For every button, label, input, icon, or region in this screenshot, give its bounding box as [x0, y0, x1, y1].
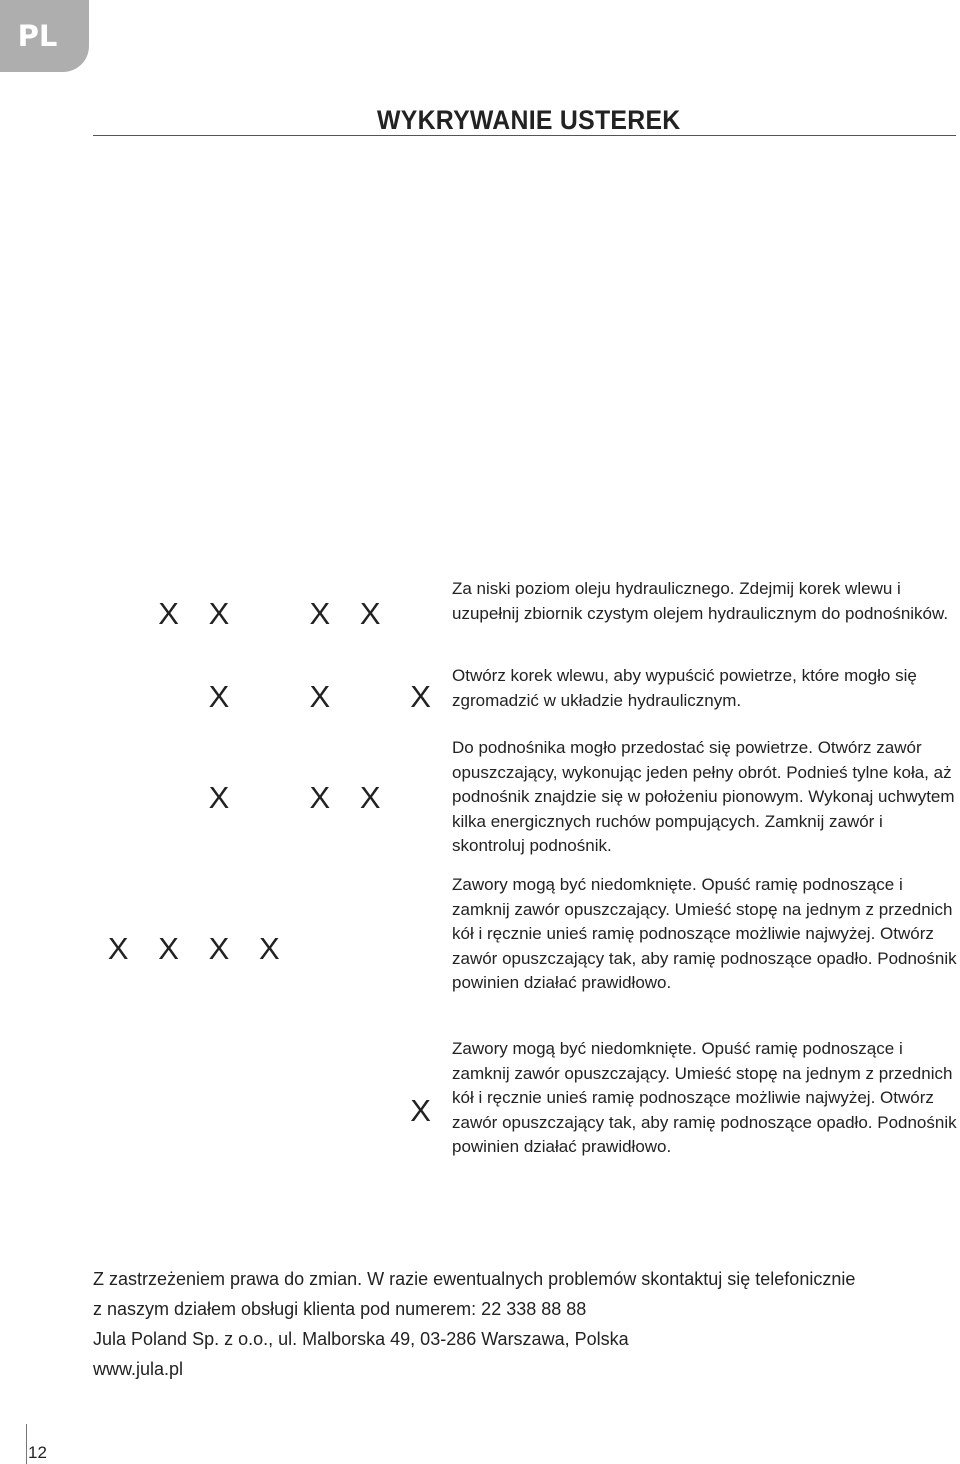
row-4-col-2-mark: X: [158, 931, 179, 966]
footer-website: www.jula.pl: [93, 1359, 184, 1379]
row-3-col-6-mark: X: [359, 780, 381, 815]
row-5-solution: Zawory mogą być niedomknięte. Opuść ramię podnoszące i zamknij zawór opuszczający. Umieść stopę na jednym z przednich kół i ręcznie unieś ramię podnoszące możliwie najwyżej. Otwórz zawór opuszczający tak, aby ramię podnoszące opadło. Podnośnik powinien działać prawidłowo.: [452, 1039, 957, 1156]
row-4-col-4-mark: X: [259, 931, 280, 966]
row-1-col-5-mark: X: [309, 596, 331, 631]
row-3-col-5-mark: X: [309, 780, 331, 815]
footer-phone: z naszym działem obsługi klienta pod numerem: 22 338 88 88: [93, 1299, 587, 1319]
row-1-solution: Za niski poziom oleju hydraulicznego. Zdejmij korek wlewu i uzupełnij zbiornik czystym olejem hydraulicznym do podnośników.: [452, 579, 949, 623]
row-3-col-3-mark: X: [208, 780, 230, 815]
row-2-col-5-mark: X: [309, 679, 331, 714]
footer-notice: Z zastrzeżeniem prawa do zmian. W razie ewentualnych problemów skontaktuj się telefonicznie: [93, 1269, 856, 1289]
row-4-solution: Zawory mogą być niedomknięte. Opuść ramię podnoszące i zamknij zawór opuszczający. Umieść stopę na jednym z przednich kół i ręcznie unieś ramię podnoszące możliwie najwyżej. Otwórz zawór opuszczający tak, aby ramię podnoszące opadło. Podnośnik powinien działać prawidłowo.: [452, 875, 957, 992]
page-number-divider: [26, 1424, 27, 1464]
row-1-col-6-mark: X: [359, 596, 381, 631]
page-number: 12: [28, 1443, 47, 1462]
title-divider: [93, 135, 956, 136]
troubleshooting-table: [93, 568, 957, 1192]
language-tab: PL: [0, 0, 89, 72]
page-title: WYKRYWANIE USTEREK: [377, 105, 681, 135]
row-1-col-2-mark: X: [158, 596, 179, 631]
footer-address: Jula Poland Sp. z o.o., ul. Malborska 49, 03-286 Warszawa, Polska: [93, 1329, 629, 1349]
row-2-solution: Otwórz korek wlewu, aby wypuścić powietrze, które mogło się zgromadzić w układzie hydraulicznym.: [452, 666, 917, 710]
row-4-col-3-mark: X: [208, 931, 230, 966]
row-5-col-7-mark: X: [410, 1093, 431, 1128]
row-2-col-7-mark: X: [410, 679, 431, 714]
row-2-col-3-mark: X: [208, 679, 230, 714]
row-4-col-1-mark: X: [107, 931, 129, 966]
row-3-solution: Do podnośnika mogło przedostać się powietrze. Otwórz zawór opuszczający, wykonując jeden pełny obrót. Podnieś tylne koła, aż podnośnik znajdzie się w położeniu pionowym. Wykonaj uchwytem kilka energicznych ruchów pompujących. Zamknij zawór i skontroluj podnośnik.: [452, 738, 955, 855]
row-1-col-3-mark: X: [208, 596, 230, 631]
